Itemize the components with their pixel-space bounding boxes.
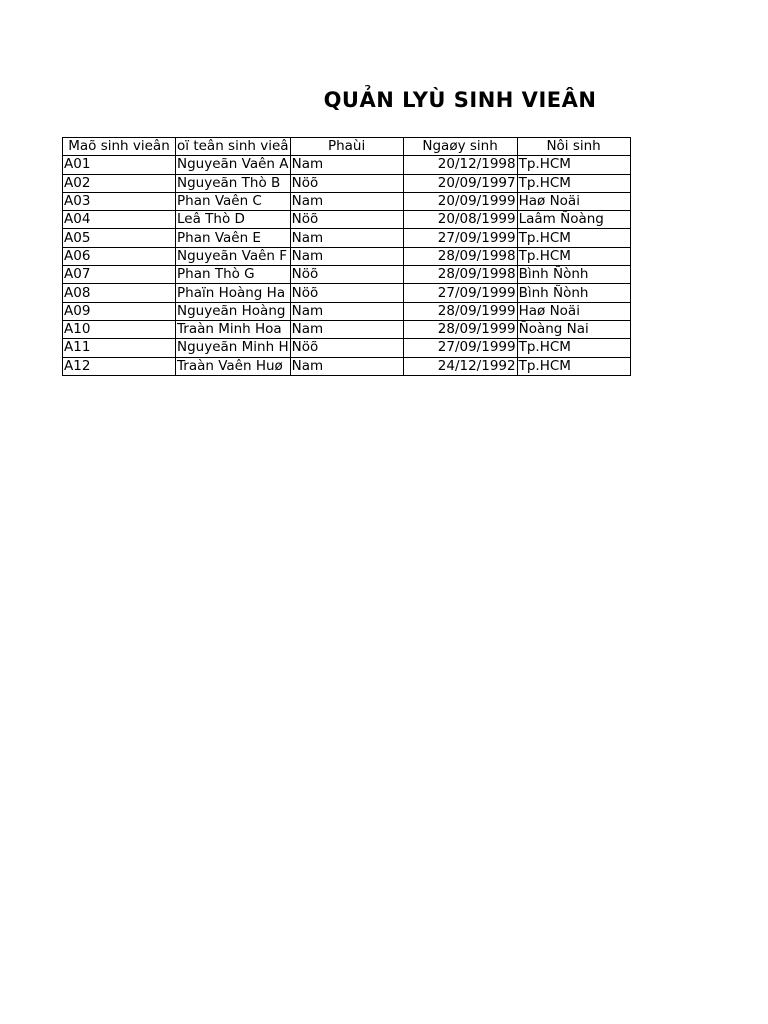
gender-cell[interactable]: Nam bbox=[290, 302, 403, 320]
table-row bbox=[63, 357, 631, 375]
student-name-cell[interactable]: Traàn Vaên Huø bbox=[176, 357, 291, 375]
gender-cell[interactable]: Nam bbox=[290, 192, 403, 210]
birth-place-cell[interactable]: Tp.HCM bbox=[517, 174, 630, 192]
student-id-cell[interactable]: A07 bbox=[63, 266, 176, 284]
birth-date-cell[interactable]: 20/12/1998 bbox=[403, 156, 517, 174]
student-name-cell[interactable]: Nguyeãn Hoàng bbox=[176, 302, 291, 320]
gender-cell[interactable]: Nöõ bbox=[290, 339, 403, 357]
header-student-name[interactable]: oï teân sinh vieâ bbox=[177, 138, 289, 155]
table-row bbox=[63, 284, 631, 302]
student-name-cell[interactable]: Leâ Thò D bbox=[176, 211, 291, 229]
birth-place-cell[interactable]: Laâm Ñoàng bbox=[517, 211, 630, 229]
table-row bbox=[63, 320, 631, 338]
student-id-cell[interactable]: A04 bbox=[63, 211, 176, 229]
birth-place-cell[interactable]: Tp.HCM bbox=[517, 229, 630, 247]
student-id-cell[interactable]: A05 bbox=[63, 229, 176, 247]
table-row bbox=[63, 266, 631, 284]
birth-date-cell[interactable]: 28/09/1999 bbox=[403, 320, 517, 338]
gender-cell[interactable]: Nam bbox=[290, 320, 403, 338]
gender-cell[interactable]: Nöõ bbox=[290, 284, 403, 302]
student-id-cell[interactable]: A01 bbox=[63, 156, 176, 174]
birth-place-cell[interactable]: Tp.HCM bbox=[517, 339, 630, 357]
student-name-cell[interactable]: Phan Thò G bbox=[176, 266, 291, 284]
birth-place-cell[interactable]: Bình Ñònh bbox=[517, 284, 630, 302]
header-row bbox=[63, 138, 631, 156]
student-id-cell[interactable]: A03 bbox=[63, 192, 176, 210]
table-row bbox=[63, 247, 631, 265]
birth-date-cell[interactable]: 27/09/1999 bbox=[403, 229, 517, 247]
birth-date-cell[interactable]: 20/09/1997 bbox=[403, 174, 517, 192]
table-row bbox=[63, 229, 631, 247]
student-name-cell[interactable]: Nguyeãn Thò B bbox=[176, 174, 291, 192]
student-name-cell[interactable]: Phaïn Hoàng Ha bbox=[176, 284, 291, 302]
gender-cell[interactable]: Nam bbox=[290, 156, 403, 174]
header-gender[interactable]: Phaùi bbox=[290, 138, 403, 156]
student-id-cell[interactable]: A11 bbox=[63, 339, 176, 357]
header-birth-place[interactable]: Nôi sinh bbox=[517, 138, 630, 156]
birth-place-cell[interactable]: Ñoàng Nai bbox=[517, 320, 630, 338]
birth-date-cell[interactable]: 27/09/1999 bbox=[403, 339, 517, 357]
birth-date-cell[interactable]: 24/12/1992 bbox=[403, 357, 517, 375]
birth-date-cell[interactable]: 28/09/1999 bbox=[403, 302, 517, 320]
birth-place-cell[interactable]: Bình Ñònh bbox=[517, 266, 630, 284]
table-row bbox=[63, 339, 631, 357]
table-row bbox=[63, 211, 631, 229]
student-name-cell[interactable]: Phan Vaên E bbox=[176, 229, 291, 247]
birth-place-cell[interactable]: Haø Noäi bbox=[517, 302, 630, 320]
gender-cell[interactable]: Nam bbox=[290, 229, 403, 247]
student-name-cell[interactable]: Traàn Minh Hoa bbox=[176, 320, 291, 338]
birth-date-cell[interactable]: 20/08/1999 bbox=[403, 211, 517, 229]
student-name-cell[interactable]: Phan Vaên C bbox=[176, 192, 291, 210]
birth-place-cell[interactable]: Tp.HCM bbox=[517, 357, 630, 375]
student-id-cell[interactable]: A12 bbox=[63, 357, 176, 375]
student-table bbox=[62, 137, 631, 376]
gender-cell[interactable]: Nam bbox=[290, 247, 403, 265]
birth-date-cell[interactable]: 27/09/1999 bbox=[403, 284, 517, 302]
header-birth-date[interactable]: Ngaøy sinh bbox=[403, 138, 517, 156]
birth-date-cell[interactable]: 20/09/1999 bbox=[403, 192, 517, 210]
student-id-cell[interactable]: A02 bbox=[63, 174, 176, 192]
table-row bbox=[63, 302, 631, 320]
birth-date-cell[interactable]: 28/09/1998 bbox=[403, 266, 517, 284]
birth-place-cell[interactable]: Tp.HCM bbox=[517, 247, 630, 265]
birth-place-cell[interactable]: Haø Noäi bbox=[517, 192, 630, 210]
gender-cell[interactable]: Nöõ bbox=[290, 211, 403, 229]
student-name-cell[interactable]: Nguyeãn Vaên F bbox=[176, 247, 291, 265]
birth-date-cell[interactable]: 28/09/1998 bbox=[403, 247, 517, 265]
student-name-cell[interactable]: Nguyeãn Minh H bbox=[177, 339, 289, 356]
gender-cell[interactable]: Nam bbox=[290, 357, 403, 375]
student-name-cell[interactable]: Nguyeãn Vaên A bbox=[177, 156, 289, 173]
table-row bbox=[63, 174, 631, 192]
table-row bbox=[63, 192, 631, 210]
birth-place-cell[interactable]: Tp.HCM bbox=[517, 156, 630, 174]
gender-cell[interactable]: Nöõ bbox=[290, 174, 403, 192]
student-id-cell[interactable]: A06 bbox=[63, 247, 176, 265]
student-id-cell[interactable]: A09 bbox=[63, 302, 176, 320]
student-id-cell[interactable]: A08 bbox=[63, 284, 176, 302]
page-title: QUẢN LYÙ SINH VIEÂN bbox=[323, 88, 597, 112]
header-student-id[interactable]: Maõ sinh vieân bbox=[63, 138, 176, 156]
table-row bbox=[63, 156, 631, 174]
student-id-cell[interactable]: A10 bbox=[63, 320, 176, 338]
gender-cell[interactable]: Nöõ bbox=[290, 266, 403, 284]
table-body bbox=[63, 156, 631, 376]
